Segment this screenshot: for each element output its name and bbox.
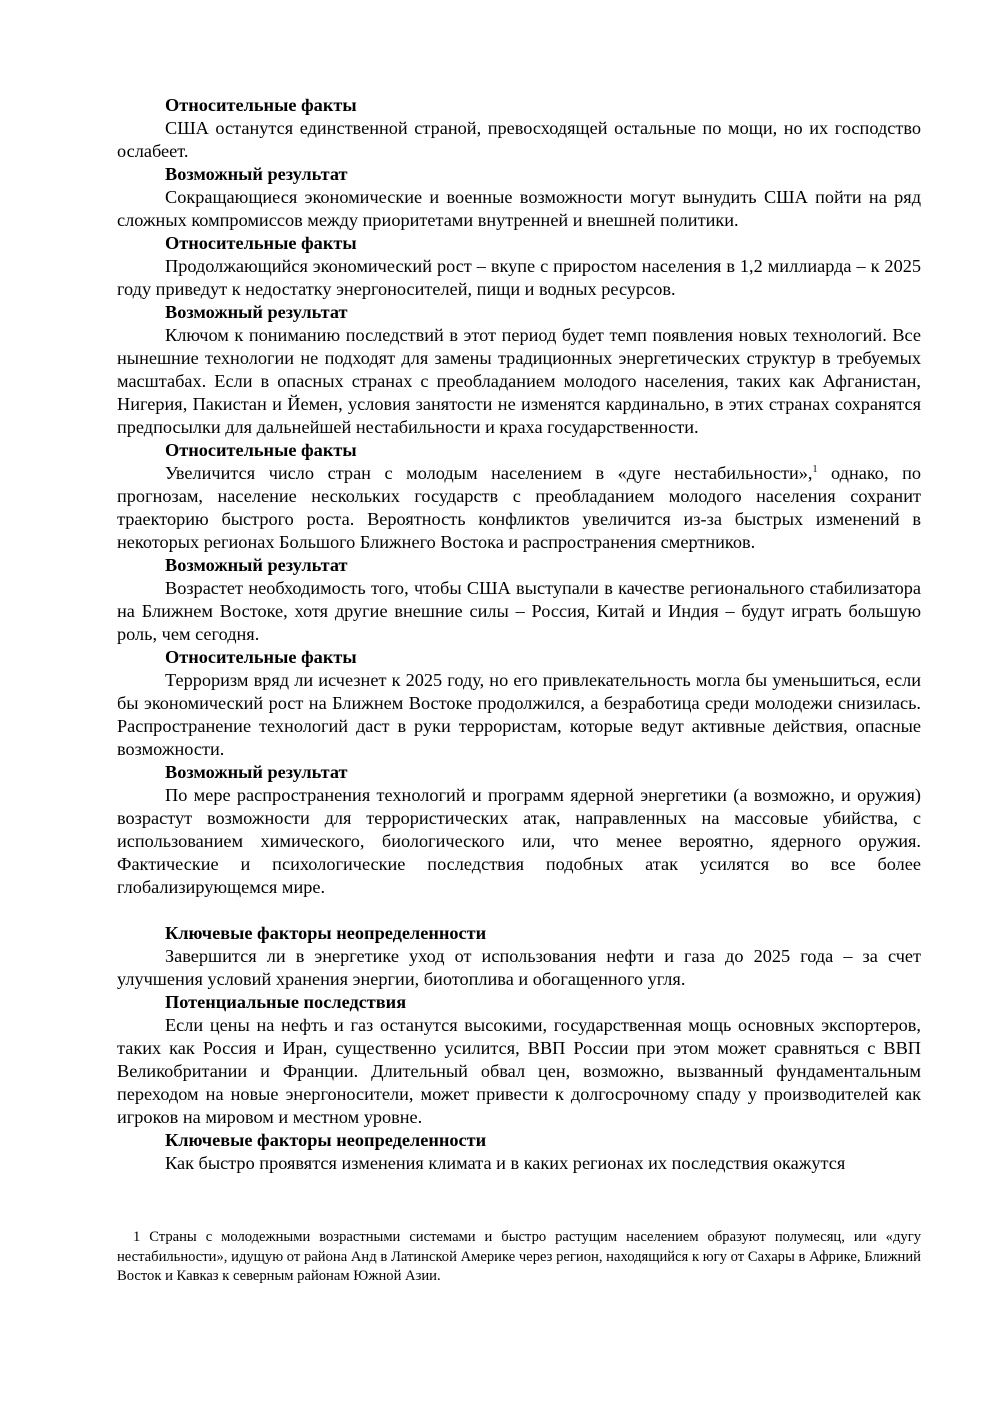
section-heading: Возможный результат [165,762,348,782]
document-body [117,94,921,1175]
section-paragraph: Возрастет необходимость того, чтобы США выступали в качестве регионального стабилизатора на Ближнем Востоке, хотя другие внешние силы – Россия, Китай и Индия – будут играть большую роль, чем сегодня. [117,578,921,644]
section-possible-result-3 [117,554,921,646]
section-possible-result-1 [117,163,921,232]
section-heading: Относительные факты [165,440,357,460]
section-heading: Возможный результат [165,164,348,184]
paragraph-text: Увеличится число стран с молодым населением в «дуге нестабильности», [165,463,813,483]
section-paragraph [117,462,921,554]
section-heading: Ключевые факторы неопределенности [165,1130,487,1150]
section-paragraph: Ключом к пониманию последствий в этот период будет темп появления новых технологий. Все нынешние технологии не подходят для замены традиционных энергетических структур в требуемых масштабах. Если в опасных странах с преобладанием молодого населения, таких как Афганистан, Нигерия, Пакистан и Йемен, условия занятости не изменятся кардинально, в этих странах сохранятся предпосылки для дальнейшей нестабильности и краха государственности. [117,325,921,437]
section-paragraph: Терроризм вряд ли исчезнет к 2025 году, но его привлекательность могла бы уменьшиться, если бы экономический рост на Ближнем Востоке продолжился, а безработица среди молодежи снизилась. Распространение технологий даст в руки террористам, которые ведут активные действия, опасные возможности. [117,670,921,759]
section-heading: Относительные факты [165,233,357,253]
section-key-uncertainties-2 [117,1129,921,1175]
section-relative-facts-1 [117,94,921,163]
section-paragraph: Если цены на нефть и газ останутся высокими, государственная мощь основных экспортеров, таких как Россия и Иран, существенно усилится, ВВП России при этом может сравняться с ВВП Великобритании и Франции. Длительный обвал цен, возможно, вызванный фундаментальным переходом на новые энергоносители, может привести к долгосрочному спаду у производителей как игроков на мировом и местном уровне. [117,1015,921,1127]
section-heading: Относительные факты [165,647,357,667]
section-possible-result-4 [117,761,921,899]
section-relative-facts-2 [117,232,921,301]
section-paragraph: Завершится ли в энергетике уход от использования нефти и газа до 2025 года – за счет улучшения условий хранения энергии, биотоплива и обогащенного угля. [117,946,921,989]
section-paragraph: США останутся единственной страной, превосходящей остальные по мощи, но их господство ослабеет. [117,118,921,161]
section-paragraph: Как быстро проявятся изменения климата и в каких регионах их последствия окажутся [165,1153,846,1173]
section-heading: Потенциальные последствия [165,992,407,1012]
section-heading: Возможный результат [165,302,348,322]
section-potential-consequences [117,991,921,1129]
section-heading: Ключевые факторы неопределенности [165,923,487,943]
section-key-uncertainties-1 [117,922,921,991]
section-relative-facts-4 [117,646,921,761]
section-heading: Возможный результат [165,555,348,575]
section-paragraph: По мере распространения технологий и программ ядерной энергетики (а возможно, и оружия) возрастут возможности для террористических атак, направленных на массовые убийства, с использованием химического, биологического или, что менее вероятно, ядерного оружия. Фактические и психологические последствия подобных атак усилятся во все более глобализирующемся мире. [117,785,921,897]
blank-line [117,899,921,922]
section-possible-result-2 [117,301,921,439]
section-paragraph: Сокращающиеся экономические и военные возможности могут вынудить США пойти на ряд сложных компромиссов между приоритетами внутренней и внешней политики. [117,187,921,230]
paragraph-text: однако, по прогнозам, население нескольких государств с преобладанием молодого населения сохранит траекторию быстрого роста. Вероятность конфликтов увеличится из-за быстрых изменений в некоторых регионах Большого Ближнего Востока и распространения смертников. [117,463,921,552]
section-paragraph: Продолжающийся экономический рост – вкупе с приростом населения в 1,2 миллиарда – к 2025 году приведут к недостатку энергоносителей, пищи и водных ресурсов. [117,256,921,299]
footnote-reference[interactable]: 1 [812,463,818,475]
section-relative-facts-3 [117,439,921,554]
footnote: 1 Страны с молодежными возрастными системами и быстро растущим населением образуют полумесяц, или «дугу нестабильности», идущую от района Анд в Латинской Америке через регион, находящийся к югу от Сахары в Африке, Ближний Восток и Кавказ к северным районам Южной Азии. [117,1229,921,1284]
section-heading: Относительные факты [165,95,357,115]
